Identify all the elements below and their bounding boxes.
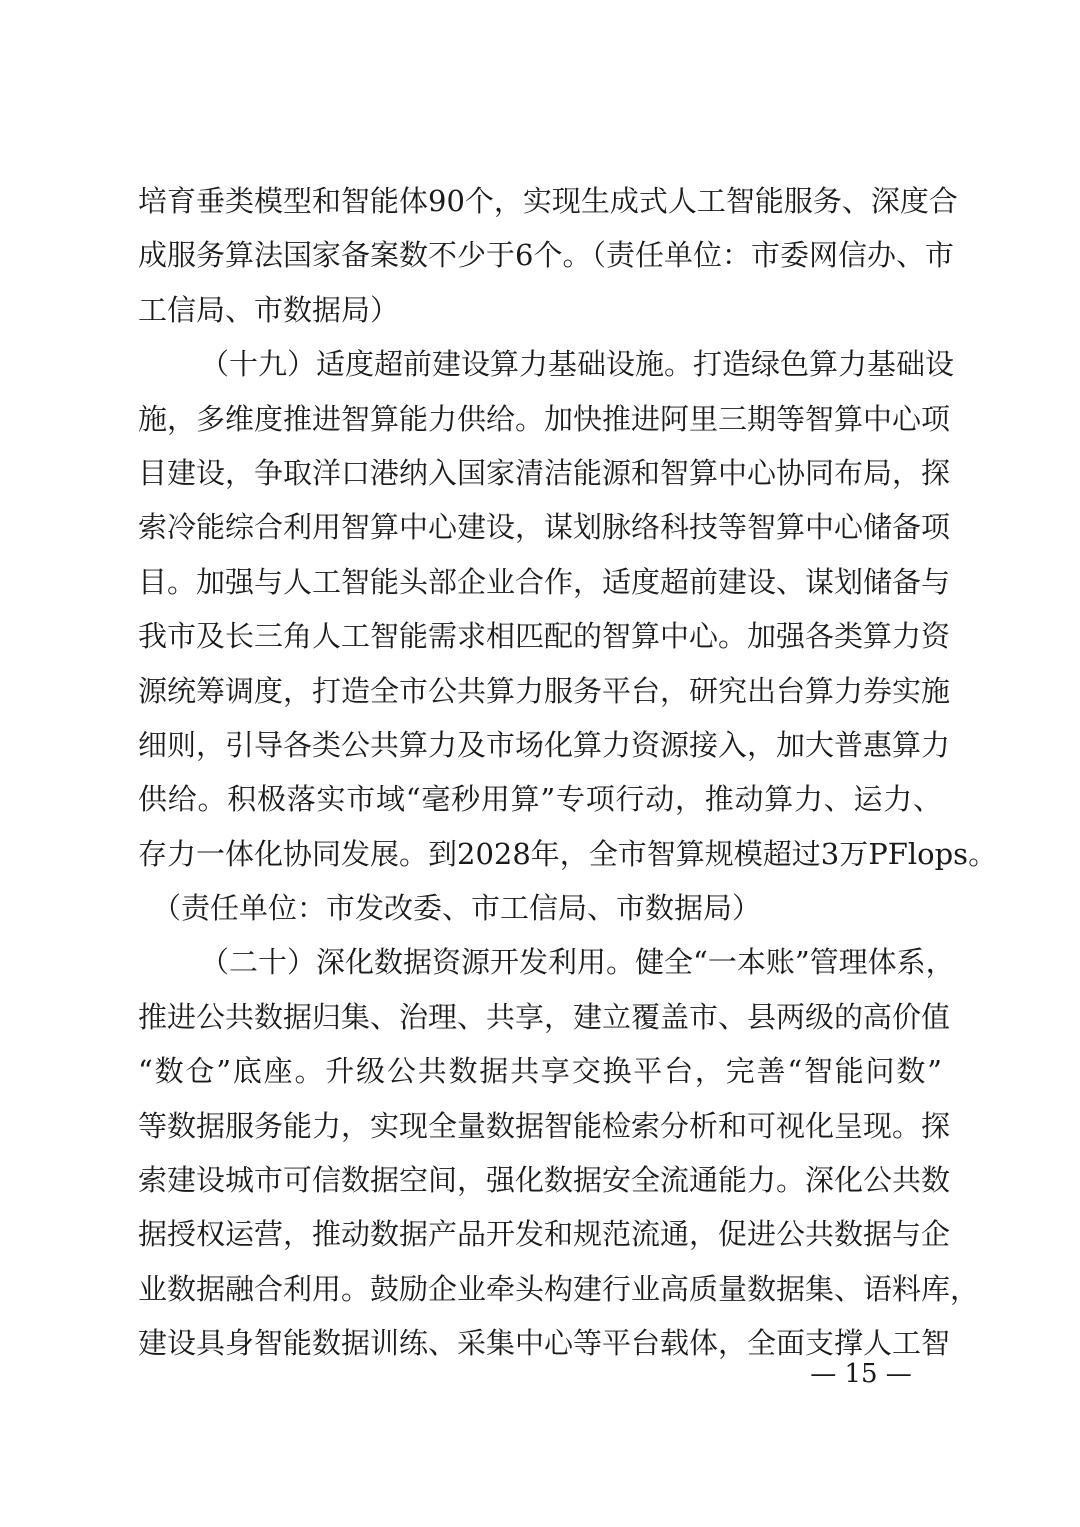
page-number: — 15 — xyxy=(810,1359,912,1389)
text-line: 存力一体化协同发展。到2028年，全市智算规模超过3万PFlops。 xyxy=(138,836,998,871)
text-line: 业数据融合利用。鼓励企业牵头构建行业高质量数据集、语料库， xyxy=(138,1271,980,1306)
text-line: （责任单位：市发改委、市工信局、市数据局） xyxy=(152,891,762,926)
text-line: 供给。积极落实市域“毫秒用算”专项行动，推动算力、运力、 xyxy=(138,782,942,817)
text-line: 等数据服务能力，实现全量数据智能检索分析和可视化呈现。探 xyxy=(138,1108,951,1143)
text-line: 工信局、市数据局） xyxy=(138,292,400,327)
text-line: 成服务算法国家备案数不少于6个。（责任单位：市委网信办、市 xyxy=(138,238,954,273)
text-line: 施，多维度推进智算能力供给。加快推进阿里三期等智算中心项 xyxy=(138,401,951,436)
text-line: 目。加强与人工智能头部企业合作，适度超前建设、谋划储备与 xyxy=(138,564,951,599)
section-heading-line: （十九）适度超前建设算力基础设施。打造绿色算力基础设 xyxy=(200,347,955,382)
text-line: 据授权运营，推动数据产品开发和规范流通，促进公共数据与企 xyxy=(138,1217,951,1252)
text-line: 细则，引导各类公共算力及市场化算力资源接入，加大普惠算力 xyxy=(138,727,951,762)
text-line: 索冷能综合利用智算中心建设，谋划脉络科技等智算中心储备项 xyxy=(138,510,951,545)
text-line: 推进公共数据归集、治理、共享，建立覆盖市、县两级的高价值 xyxy=(138,999,951,1034)
text-line: 目建设，争取洋口港纳入国家清洁能源和智算中心协同布局，探 xyxy=(138,455,951,490)
text-line: 我市及长三角人工智能需求相匹配的智算中心。加强各类算力资 xyxy=(138,619,951,654)
text-line: 源统筹调度，打造全市公共算力服务平台，研究出台算力券实施 xyxy=(138,673,951,708)
text-line: “数仓”底座。升级公共数据共享交换平台，完善“智能问数” xyxy=(138,1054,942,1089)
text-line: 培育垂类模型和智能体90个，实现生成式人工智能服务、深度合 xyxy=(138,184,958,218)
text-line: 建设具身智能数据训练、采集中心等平台载体，全面支撑人工智 xyxy=(138,1326,951,1361)
body-text xyxy=(138,174,998,1371)
text-line: 索建设城市可信数据空间，强化数据安全流通能力。深化公共数 xyxy=(138,1163,951,1198)
section-heading-line: （二十）深化数据资源开发利用。健全“一本账”管理体系， xyxy=(200,945,955,980)
